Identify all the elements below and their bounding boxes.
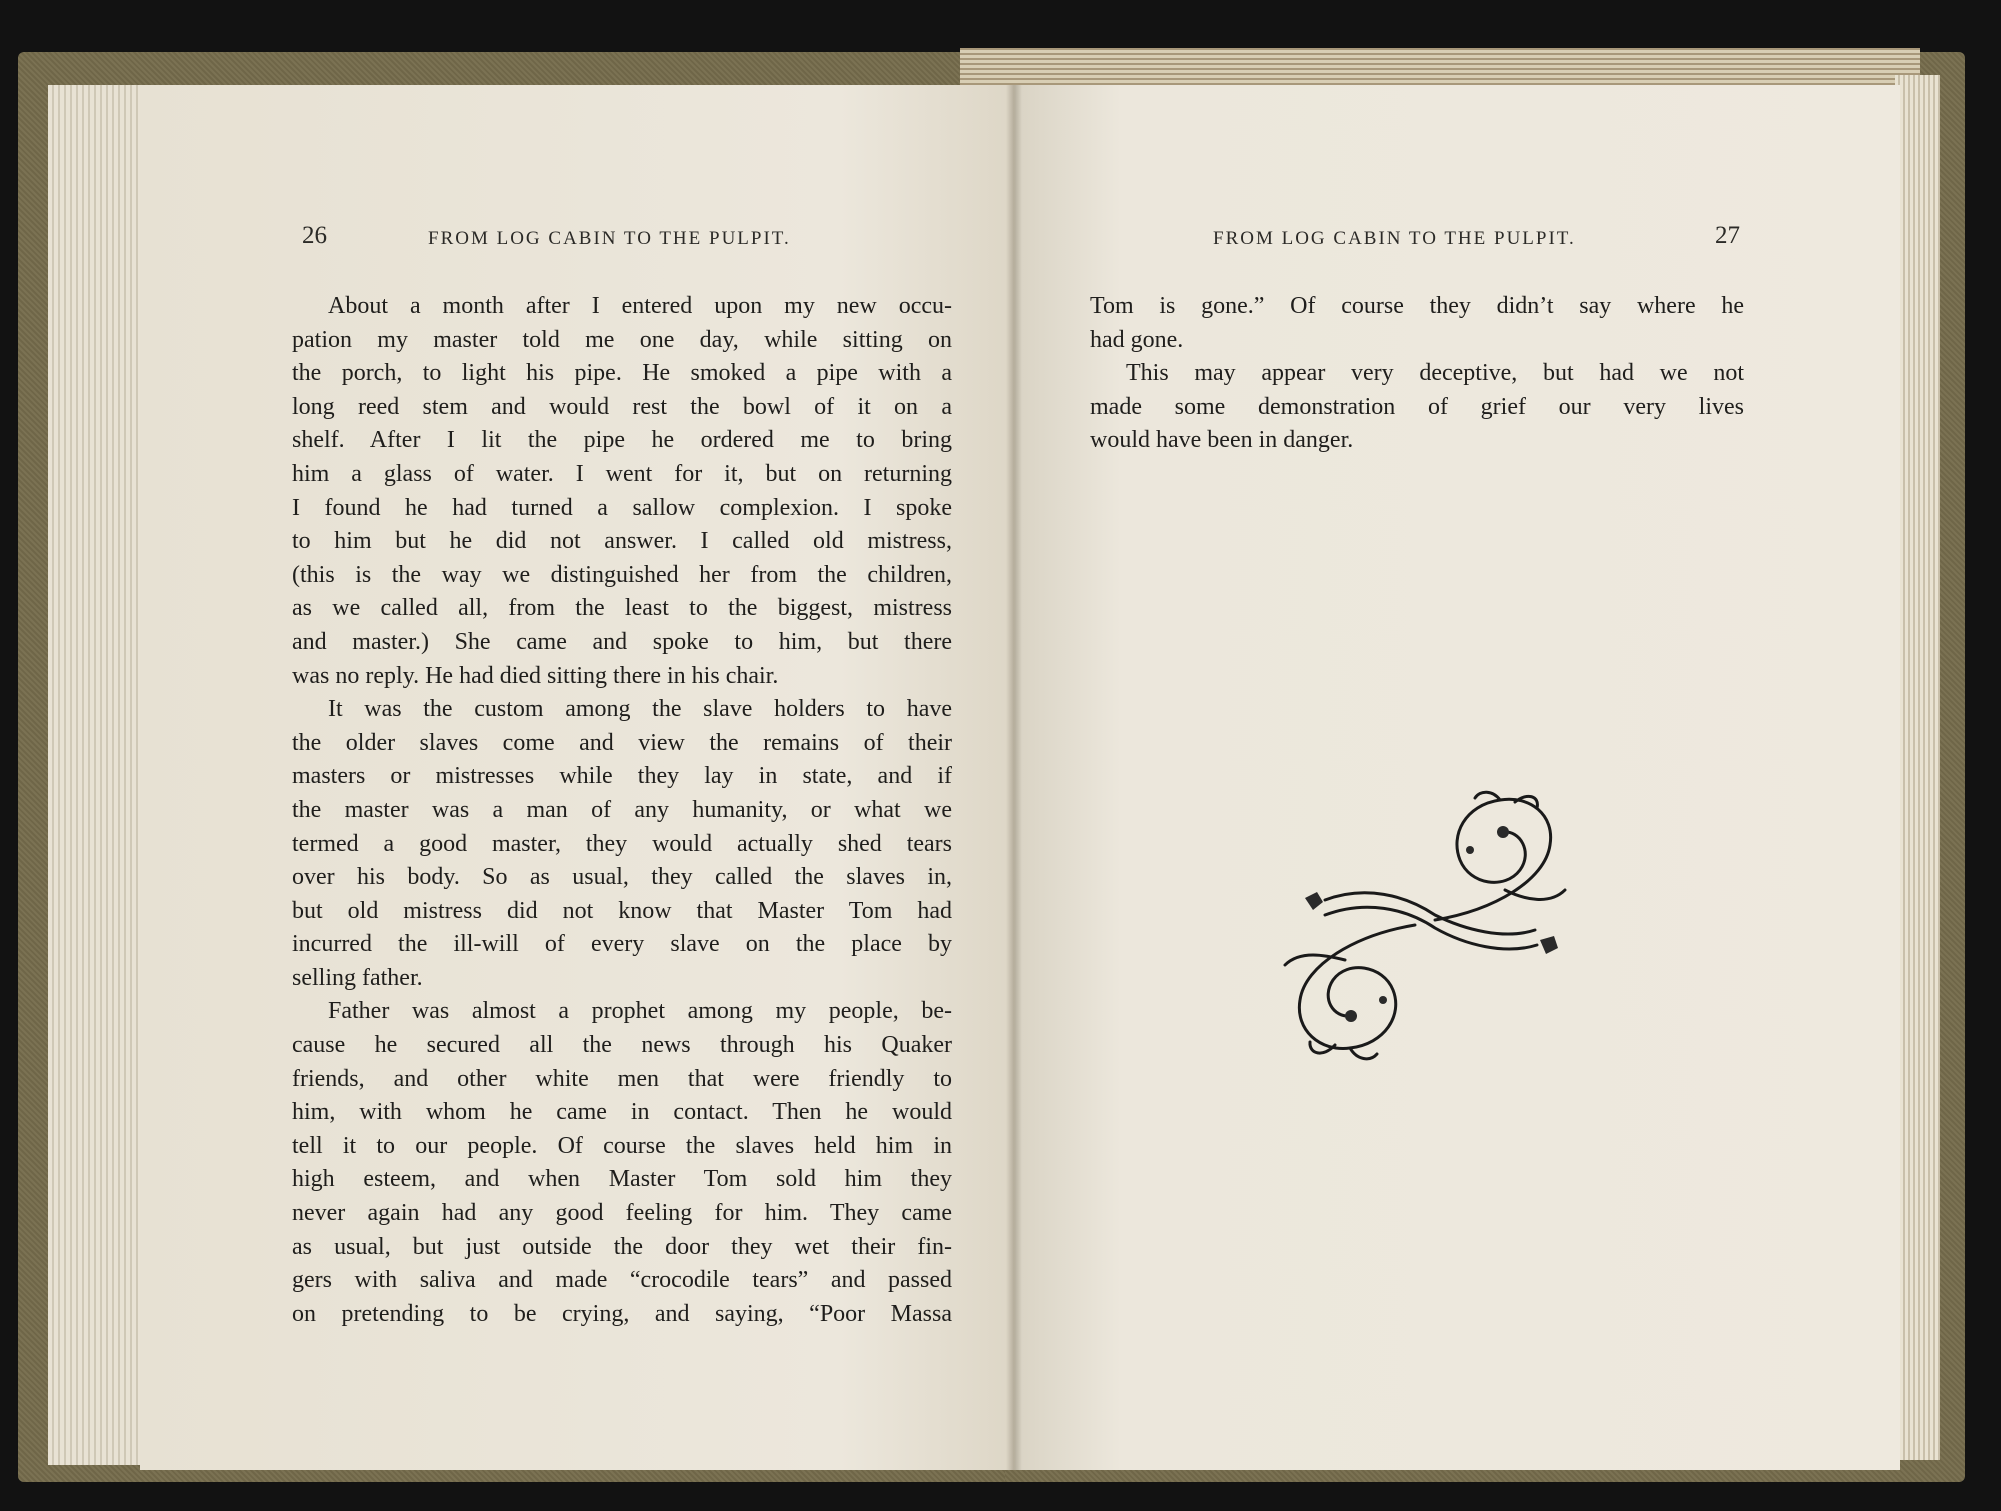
book-gutter	[1006, 85, 1022, 1470]
text-line: tell it to our people. Of course the slaves held him in	[292, 1132, 952, 1159]
text-line: never again had any good feeling for him. They came	[292, 1200, 952, 1227]
text-line: as usual, but just outside the door they wet their fin-	[292, 1233, 952, 1260]
text-line: Tom is gone.” Of course they didn’t say where he	[1090, 293, 1744, 319]
text-line: was no reply. He had died sitting there in his chair.	[292, 662, 779, 689]
text-line: had gone.	[1090, 326, 1184, 353]
text-line: and master.) She came and spoke to him, but there	[292, 628, 952, 655]
text-line: masters or mistresses while they lay in state, and if	[292, 763, 952, 790]
left-running-head: FROM LOG CABIN TO THE PULPIT.	[428, 228, 791, 249]
paragraph-4	[1090, 290, 1744, 357]
text-line: It was the custom among the slave holders to have	[328, 696, 952, 723]
text-line: (this is the way we distinguished her from the children,	[292, 561, 952, 588]
text-line: him a glass of water. I went for it, but on returning	[292, 460, 952, 487]
text-line: shelf. After I lit the pipe he ordered me to bring	[292, 427, 952, 454]
text-line: I found he had turned a sallow complexion. I spoke	[292, 494, 952, 521]
scroll-ornament-icon	[1265, 790, 1585, 1080]
text-line: made some demonstration of grief our very lives	[1090, 393, 1744, 420]
paragraph-3	[292, 995, 952, 1331]
text-line: him, with whom he came in contact. Then he would	[292, 1099, 952, 1126]
page-block-top-edge	[960, 48, 1920, 88]
text-line: selling father.	[292, 964, 423, 991]
text-line: the porch, to light his pipe. He smoked a pipe with a	[292, 360, 952, 387]
text-line: long reed stem and would rest the bowl of it on a	[292, 393, 952, 420]
text-line: incurred the ill-will of every slave on the place by	[292, 931, 952, 958]
page-block-left-edge	[48, 85, 148, 1465]
text-line: over his body. So as usual, they called the slaves in,	[292, 864, 952, 891]
text-line: the master was a man of any humanity, or what we	[292, 796, 952, 823]
text-line: pation my master told me one day, while sitting on	[292, 326, 952, 353]
text-line: Father was almost a prophet among my people, be-	[328, 998, 952, 1025]
right-page-number: 27	[1715, 222, 1740, 249]
text-line: the older slaves come and view the remains of their	[292, 729, 952, 756]
text-line: but old mistress did not know that Master Tom had	[292, 897, 952, 924]
text-line: as we called all, from the least to the biggest, mistress	[292, 595, 952, 622]
text-line: gers with saliva and made “crocodile tears” and passed	[292, 1267, 952, 1294]
text-line: cause he secured all the news through his Quaker	[292, 1032, 952, 1059]
paragraph-1	[292, 290, 952, 693]
paragraph-2	[292, 693, 952, 995]
right-page-body	[1090, 290, 1744, 458]
text-line: would have been in danger.	[1090, 427, 1354, 454]
left-page-number: 26	[302, 222, 327, 249]
text-line: friends, and other white men that were friendly to	[292, 1065, 952, 1092]
page-block-right-edge	[1895, 75, 1940, 1460]
paragraph-5	[1090, 357, 1744, 458]
text-line: high esteem, and when Master Tom sold him they	[292, 1166, 952, 1193]
text-line: on pretending to be crying, and saying, “Poor Massa	[292, 1300, 952, 1327]
text-line: About a month after I entered upon my new occu-	[328, 293, 952, 319]
text-line: This may appear very deceptive, but had we not	[1126, 360, 1744, 387]
right-running-head: FROM LOG CABIN TO THE PULPIT.	[1213, 228, 1576, 249]
text-line: termed a good master, they would actually shed tears	[292, 830, 952, 857]
text-line: to him but he did not answer. I called old mistress,	[292, 528, 952, 555]
left-page-body	[292, 290, 952, 1331]
